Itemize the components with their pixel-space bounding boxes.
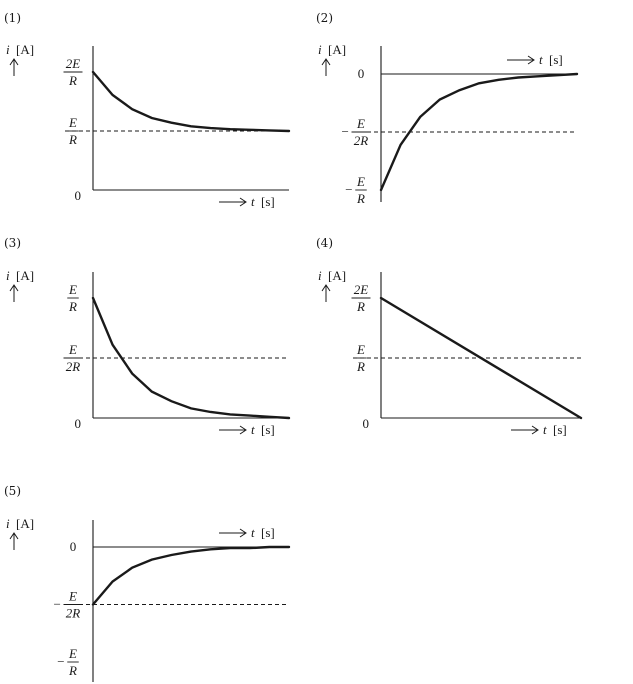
y-axis-variable: i [318,268,322,283]
right-arrow-icon [219,529,246,537]
y-axis-variable: i [6,268,10,283]
x-axis-variable: t [251,422,255,437]
y-tick-2-numerator: E [69,588,77,604]
x-axis-unit: [s] [553,422,567,437]
series-curve [93,72,289,131]
y-tick-2-denominator: R [69,132,77,147]
y-tick-2-numerator: E [357,342,365,357]
chart-panel-4 [316,236,581,437]
origin-label: 0 [74,416,81,431]
origin-label: 0 [74,188,81,203]
up-arrow-icon [322,59,330,76]
y-axis-unit: [A] [16,42,35,57]
y-tick-3-numerator: E [357,174,365,189]
y-tick-1-numerator: E [69,282,77,297]
up-arrow-icon [322,285,330,302]
y-tick-2-numerator: E [69,342,77,357]
y-tick-3-numerator: E [69,646,77,661]
chart-panel-2 [316,11,577,206]
y-tick-2-denominator: 2R [353,133,369,148]
y-tick-2-numerator: E [357,116,365,131]
y-tick-2-sign: − [53,596,61,612]
x-axis-variable: t [251,194,255,209]
right-arrow-icon [219,198,246,206]
y-tick-3-denominator: R [69,663,77,678]
x-axis-variable: t [539,52,543,67]
x-axis-unit: [s] [549,52,563,67]
y-tick-3-sign: − [57,654,65,669]
y-tick-label: 0 [69,539,77,554]
panel-label: (1) [4,11,21,25]
x-axis-unit: [s] [261,525,275,540]
up-arrow-icon [10,59,18,76]
y-axis-unit: [A] [328,268,347,283]
panel-label: (3) [4,236,21,250]
series-curve [93,547,289,605]
y-tick-3-sign: − [345,182,353,197]
up-arrow-icon [10,285,18,302]
y-tick-2-numerator: E [69,115,77,130]
y-tick-2-denominator: R [357,359,365,374]
x-axis-unit: [s] [261,422,275,437]
y-tick-2-sign: − [341,124,349,139]
y-tick-1-denominator: R [357,299,365,314]
y-tick-2-denominator: 2R [65,605,81,621]
chart-panel-5 [4,484,289,682]
panel-label: (4) [316,236,333,250]
x-axis-variable: t [543,422,547,437]
y-axis-variable: i [318,42,322,57]
x-axis-unit: [s] [261,194,275,209]
y-tick-label: 0 [357,66,365,81]
origin-label: 0 [362,416,369,431]
y-axis-unit: [A] [16,268,35,283]
y-axis-unit: [A] [16,516,35,531]
y-axis-variable: i [6,42,10,57]
up-arrow-icon [10,533,18,550]
right-arrow-icon [219,426,246,434]
y-tick-2-denominator: 2R [65,359,81,374]
y-tick-1-denominator: R [69,299,77,314]
right-arrow-icon [511,426,538,434]
y-axis-unit: [A] [328,42,347,57]
y-axis-variable: i [6,516,10,531]
y-tick-1-denominator: R [69,73,77,88]
panel-label: (5) [4,484,21,498]
y-tick-3-denominator: R [357,191,365,206]
y-tick-1-numerator: 2E [65,56,81,71]
chart-panel-3 [4,236,289,437]
y-tick-1-numerator: 2E [353,282,369,297]
chart-panel-1 [4,11,289,209]
x-axis-variable: t [251,525,255,540]
panel-label: (2) [316,11,333,25]
right-arrow-icon [507,56,534,64]
